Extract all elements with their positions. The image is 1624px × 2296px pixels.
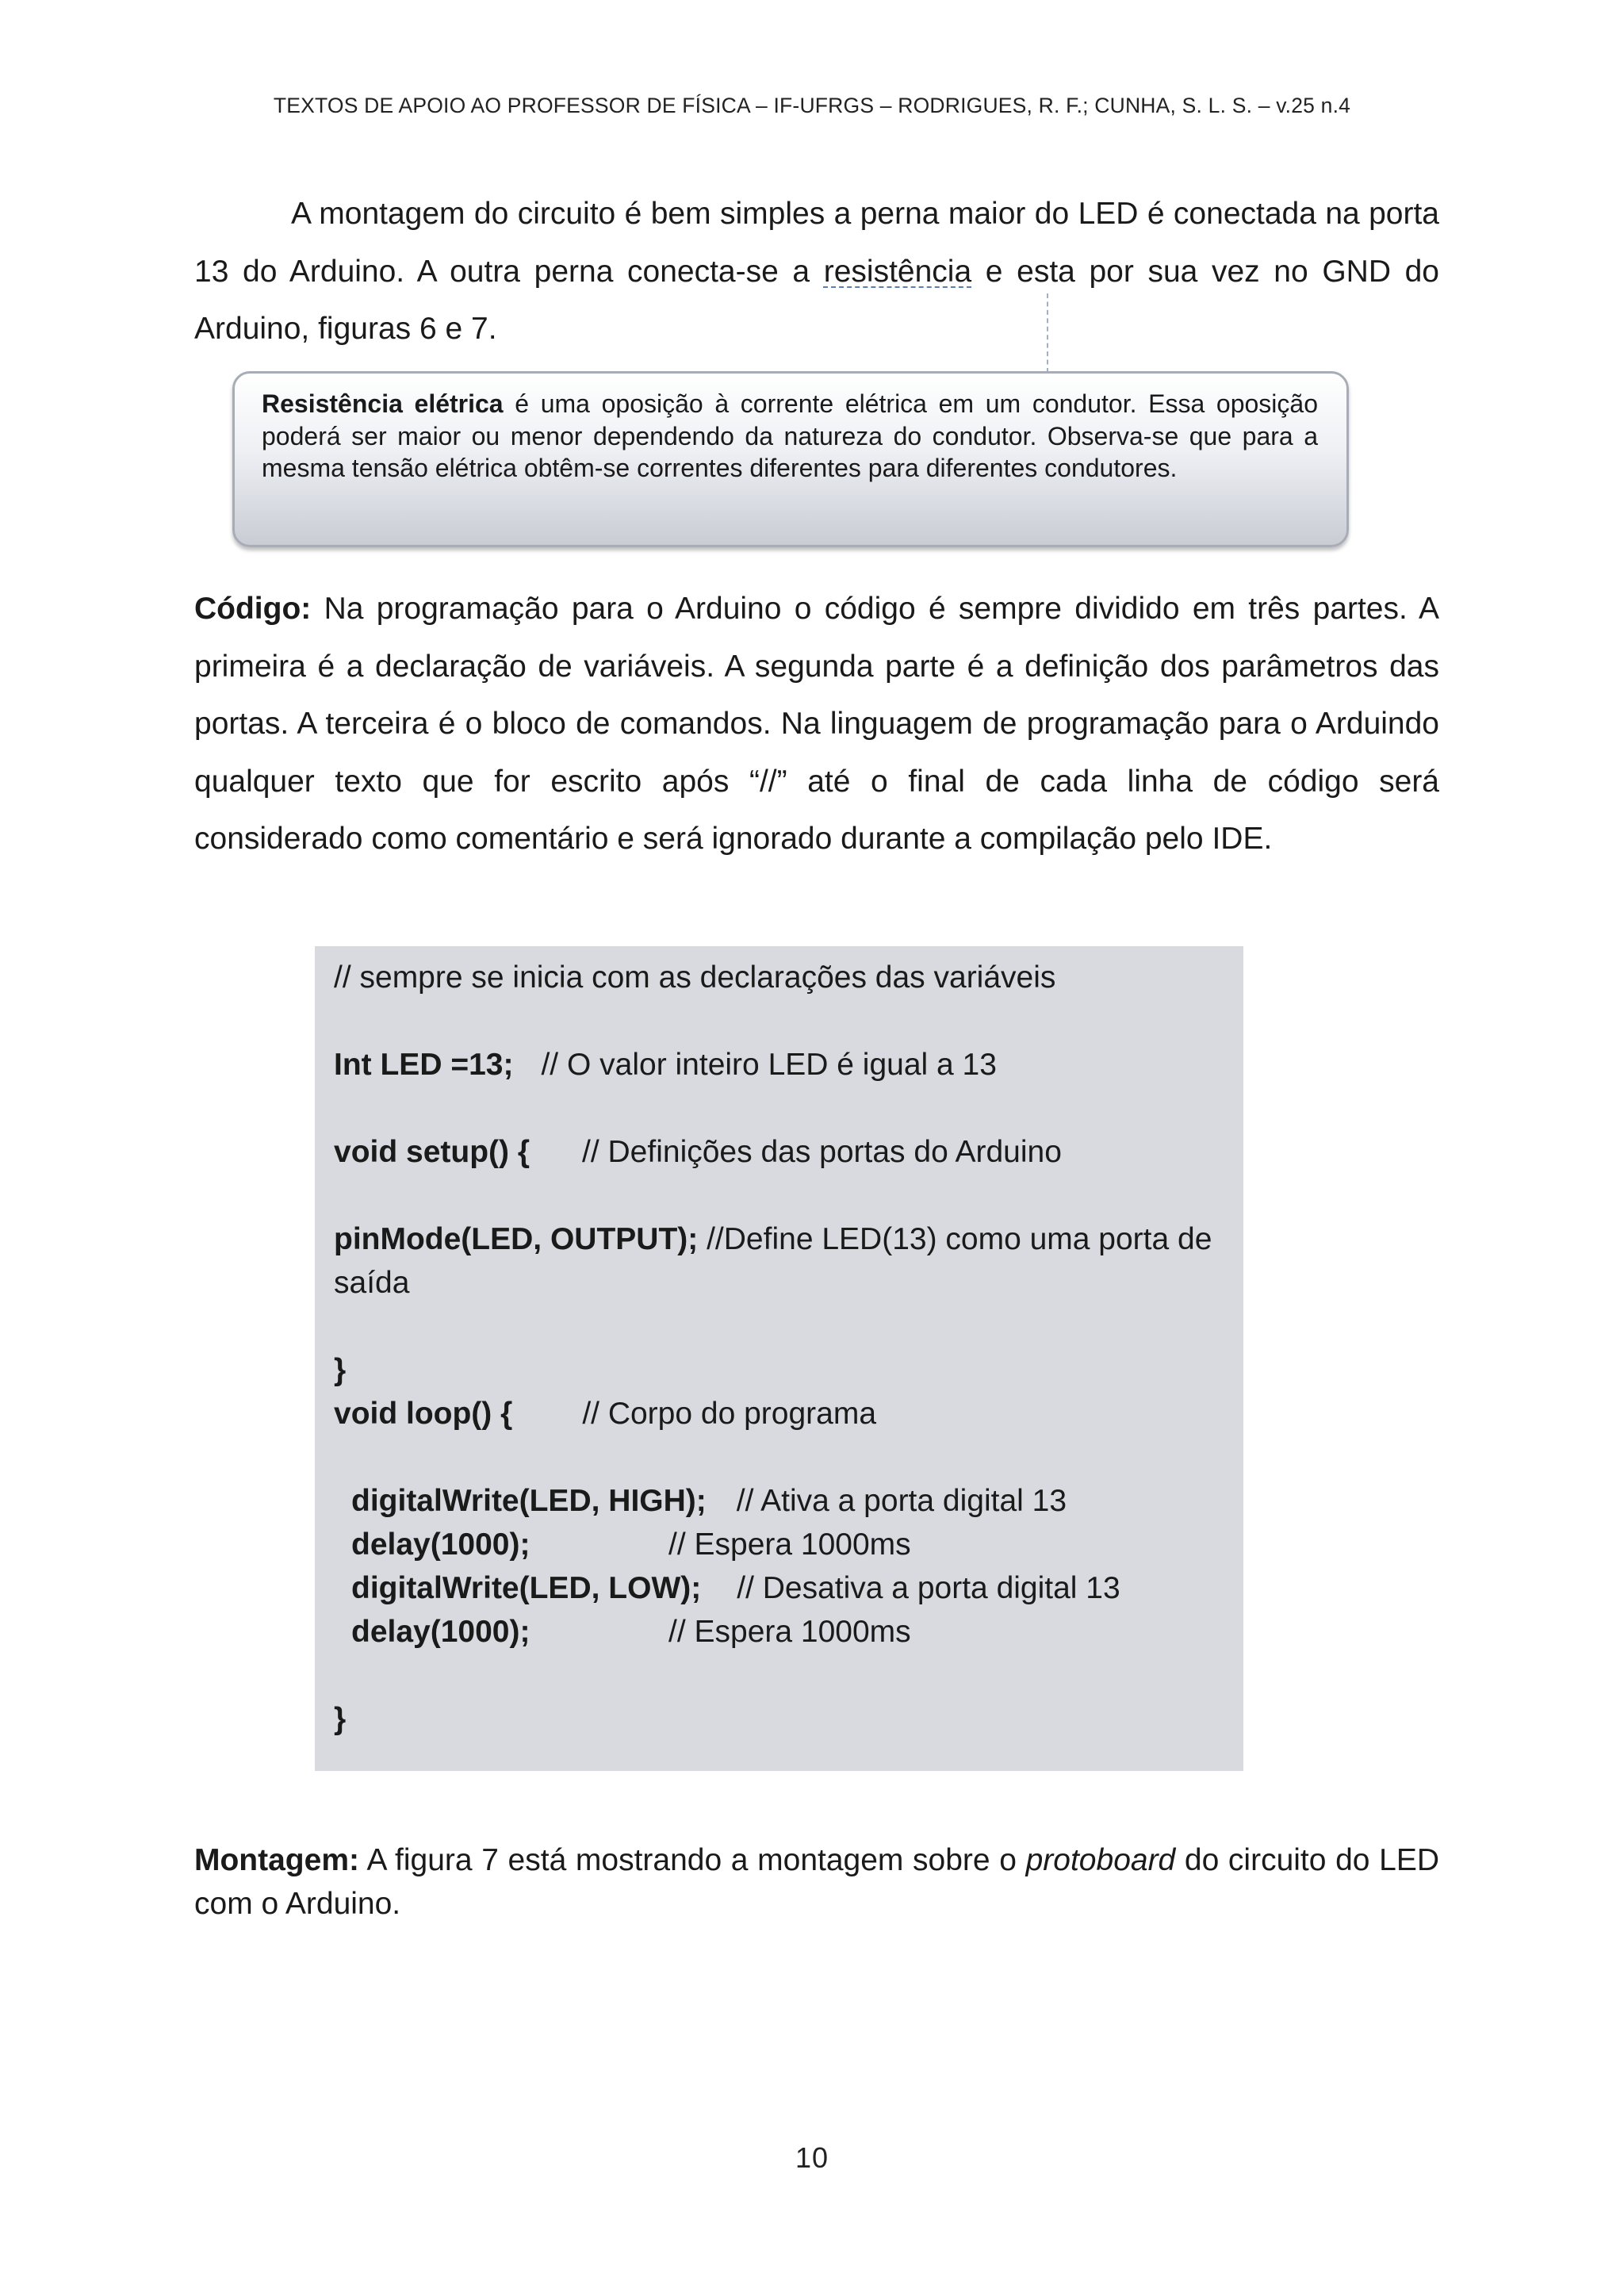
code-line-comment: // sempre se inicia com as declarações das variáveis: [334, 960, 1056, 995]
codigo-label: Código:: [194, 592, 312, 626]
paragraph-codigo: [194, 581, 1439, 868]
definition-callout: [232, 371, 1349, 547]
code-line-setup-close: }: [334, 1353, 347, 1387]
code-line-loop-close: }: [334, 1702, 347, 1736]
code-line-digitalwrite-high: digitalWrite(LED, HIGH); // Ativa a porta digital 13: [351, 1484, 1067, 1518]
code-block: [315, 946, 1243, 1771]
callout-text: é uma oposição à corrente elétrica em um condutor. Essa oposição poderá ser maior ou menor dependendo da natureza do condutor. Observa-se que para a mesma tensão elétrica obtêm-se correntes diferentes para diferentes condutores.: [262, 389, 1319, 482]
callout-term: Resistência elétrica: [262, 389, 504, 418]
resistencia-link[interactable]: resistência: [823, 254, 972, 289]
code-line-declaration: Int LED =13; // O valor inteiro LED é igual a 13: [334, 1048, 997, 1082]
codigo-text: Na programação para o Arduino o código é sempre dividido em três partes. A primeira é a declaração de variáveis. A segunda parte é a definição dos parâmetros das portas. A terceira é o bloco de comandos. Na linguagem de programação para o Arduindo qualquer texto que for escrito após “//” até o final de cada linha de código será considerado como comentário e será ignorado durante a compilação pelo IDE.: [194, 592, 1439, 856]
running-header: TEXTOS DE APOIO AO PROFESSOR DE FÍSICA – IF-UFRGS – RODRIGUES, R. F.; CUNHA, S. L. S. – v.25 n.4: [273, 94, 1351, 117]
paragraph-circuit-assembly: [194, 186, 1439, 358]
protoboard-term: protoboard: [1025, 1843, 1176, 1877]
code-line-digitalwrite-low: digitalWrite(LED, LOW); // Desativa a porta digital 13: [351, 1571, 1120, 1605]
code-line-pinmode: pinMode(LED, OUTPUT); //Define LED(13) como uma porta de saída: [334, 1222, 1212, 1300]
code-line-delay-2: delay(1000); // Espera 1000ms: [351, 1615, 911, 1649]
code-line-loop: void loop() { // Corpo do programa: [334, 1397, 877, 1431]
montagem-label: Montagem:: [194, 1843, 359, 1877]
page-number: 10: [795, 2141, 829, 2174]
code-line-setup: void setup() { // Definições das portas do Arduino: [334, 1135, 1062, 1169]
para1-text-after: e esta por sua vez no GND do Arduino, figuras 6 e 7.: [194, 254, 1439, 346]
para1-text-before: A montagem do circuito é bem simples a perna maior do LED é conectada na porta 13 do Arduino. A outra perna conecta-se a: [194, 197, 1439, 289]
paragraph-montagem: Montagem: A figura 7 está mostrando a montagem sobre o protoboard do circuito do LED com o Arduino.: [194, 1843, 1439, 1921]
code-line-delay-1: delay(1000); // Espera 1000ms: [351, 1527, 911, 1562]
callout-connector-line: [1047, 293, 1048, 373]
